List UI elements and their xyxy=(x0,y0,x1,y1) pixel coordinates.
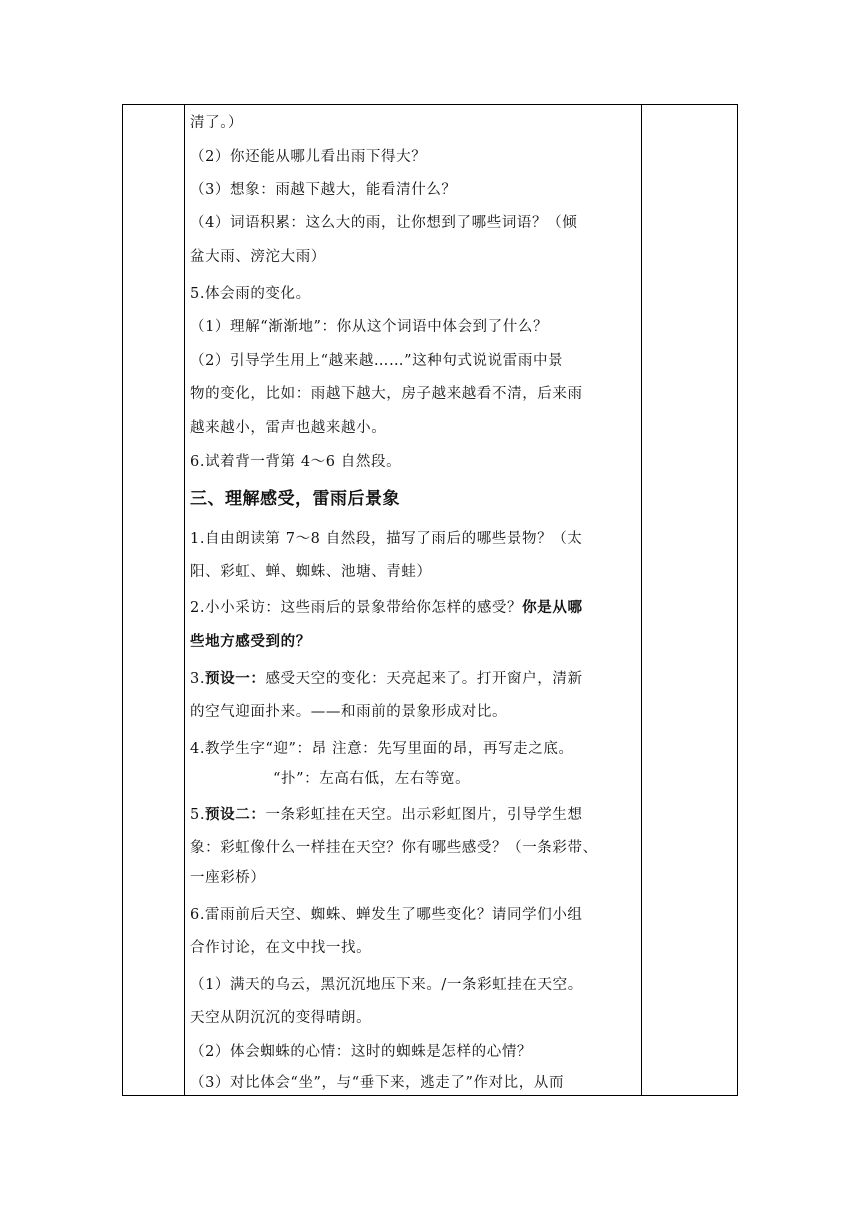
text-line: 6.试着背一背第 4～6 自然段。 xyxy=(190,454,402,470)
column-divider-right xyxy=(641,105,642,1095)
lesson-plan-table xyxy=(122,104,738,1096)
text-line xyxy=(190,598,583,618)
text-line: 清了。） xyxy=(190,115,244,131)
text-line: 象：彩虹像什么一样挂在天空？你有哪些感受？（一条彩带、 xyxy=(190,840,598,856)
text-line: 越来越小，雷声也越来越小。 xyxy=(190,420,387,436)
text-line: （2）体会蜘蛛的心情：这时的蜘蛛是怎样的心情？ xyxy=(190,1044,533,1060)
text-line: 物的变化，比如：雨越下越大，房子越来越看不清，后来雨 xyxy=(190,386,583,402)
text-line xyxy=(190,669,583,689)
text-line: 6.雷雨前后天空、蜘蛛、蝉发生了哪些变化？请同学们小组 xyxy=(190,907,583,923)
text-line: 阳、彩虹、蝉、蜘蛛、池塘、青蛙） xyxy=(190,564,432,580)
text-line: （4）词语积累：这么大的雨，让你想到了哪些词语？（倾 xyxy=(190,215,578,231)
text-line: （1）满天的乌云，黑沉沉地压下来。/一条彩虹挂在天空。 xyxy=(190,977,583,993)
text-line: 4.教学生字“迎”：昂 注意：先写里面的昂，再写走之底。 xyxy=(190,741,574,757)
bold-text-line: 些地方感受到的？ xyxy=(190,633,311,650)
text-line: 天空从阴沉沉的变得晴朗。 xyxy=(190,1010,372,1026)
text-line: 1.自由朗读第 7～8 自然段，描写了雨后的哪些景物？（太 xyxy=(190,531,583,547)
section-heading: 三、理解感受，雷雨后景象 xyxy=(190,489,400,509)
text-span: 5. xyxy=(190,807,206,823)
text-line: 5.体会雨的变化。 xyxy=(190,286,311,302)
column-divider-left xyxy=(184,105,185,1095)
text-line: 合作讨论，在文中找一找。 xyxy=(190,940,372,956)
text-line: 的空气迎面扑来。——和雨前的景象形成对比。 xyxy=(190,704,508,720)
bold-text-span: 预设二： xyxy=(205,806,266,823)
text-line: （1）理解“渐渐地”：你从这个词语中体会到了什么？ xyxy=(190,319,549,335)
text-line: 盆大雨、滂沱大雨） xyxy=(190,249,326,265)
text-line: （2）你还能从哪儿看出雨下得大？ xyxy=(190,149,427,165)
bold-text-span: 预设一： xyxy=(205,670,266,687)
bold-text-span: 你是从哪 xyxy=(522,599,583,616)
text-span: 感受天空的变化：天亮起来了。打开窗户，清新 xyxy=(265,671,583,687)
text-line: 一座彩桥） xyxy=(190,870,266,886)
text-line: “扑”：左高右低，左右等宽。 xyxy=(273,771,471,787)
text-span: 2.小小采访：这些雨后的景象带给你怎样的感受？ xyxy=(190,600,523,616)
text-line: （2）引导学生用上“越来越……”这种句式说说雷雨中景 xyxy=(190,353,564,369)
text-span: 一条彩虹挂在天空。出示彩虹图片，引导学生想 xyxy=(265,807,583,823)
text-line xyxy=(190,805,583,825)
text-line: （3）对比体会“坐”，与“垂下来，逃走了”作对比，从而 xyxy=(190,1075,565,1091)
text-span: 3. xyxy=(190,671,206,687)
text-line: （3）想象：雨越下越大，能看清什么？ xyxy=(190,182,457,198)
